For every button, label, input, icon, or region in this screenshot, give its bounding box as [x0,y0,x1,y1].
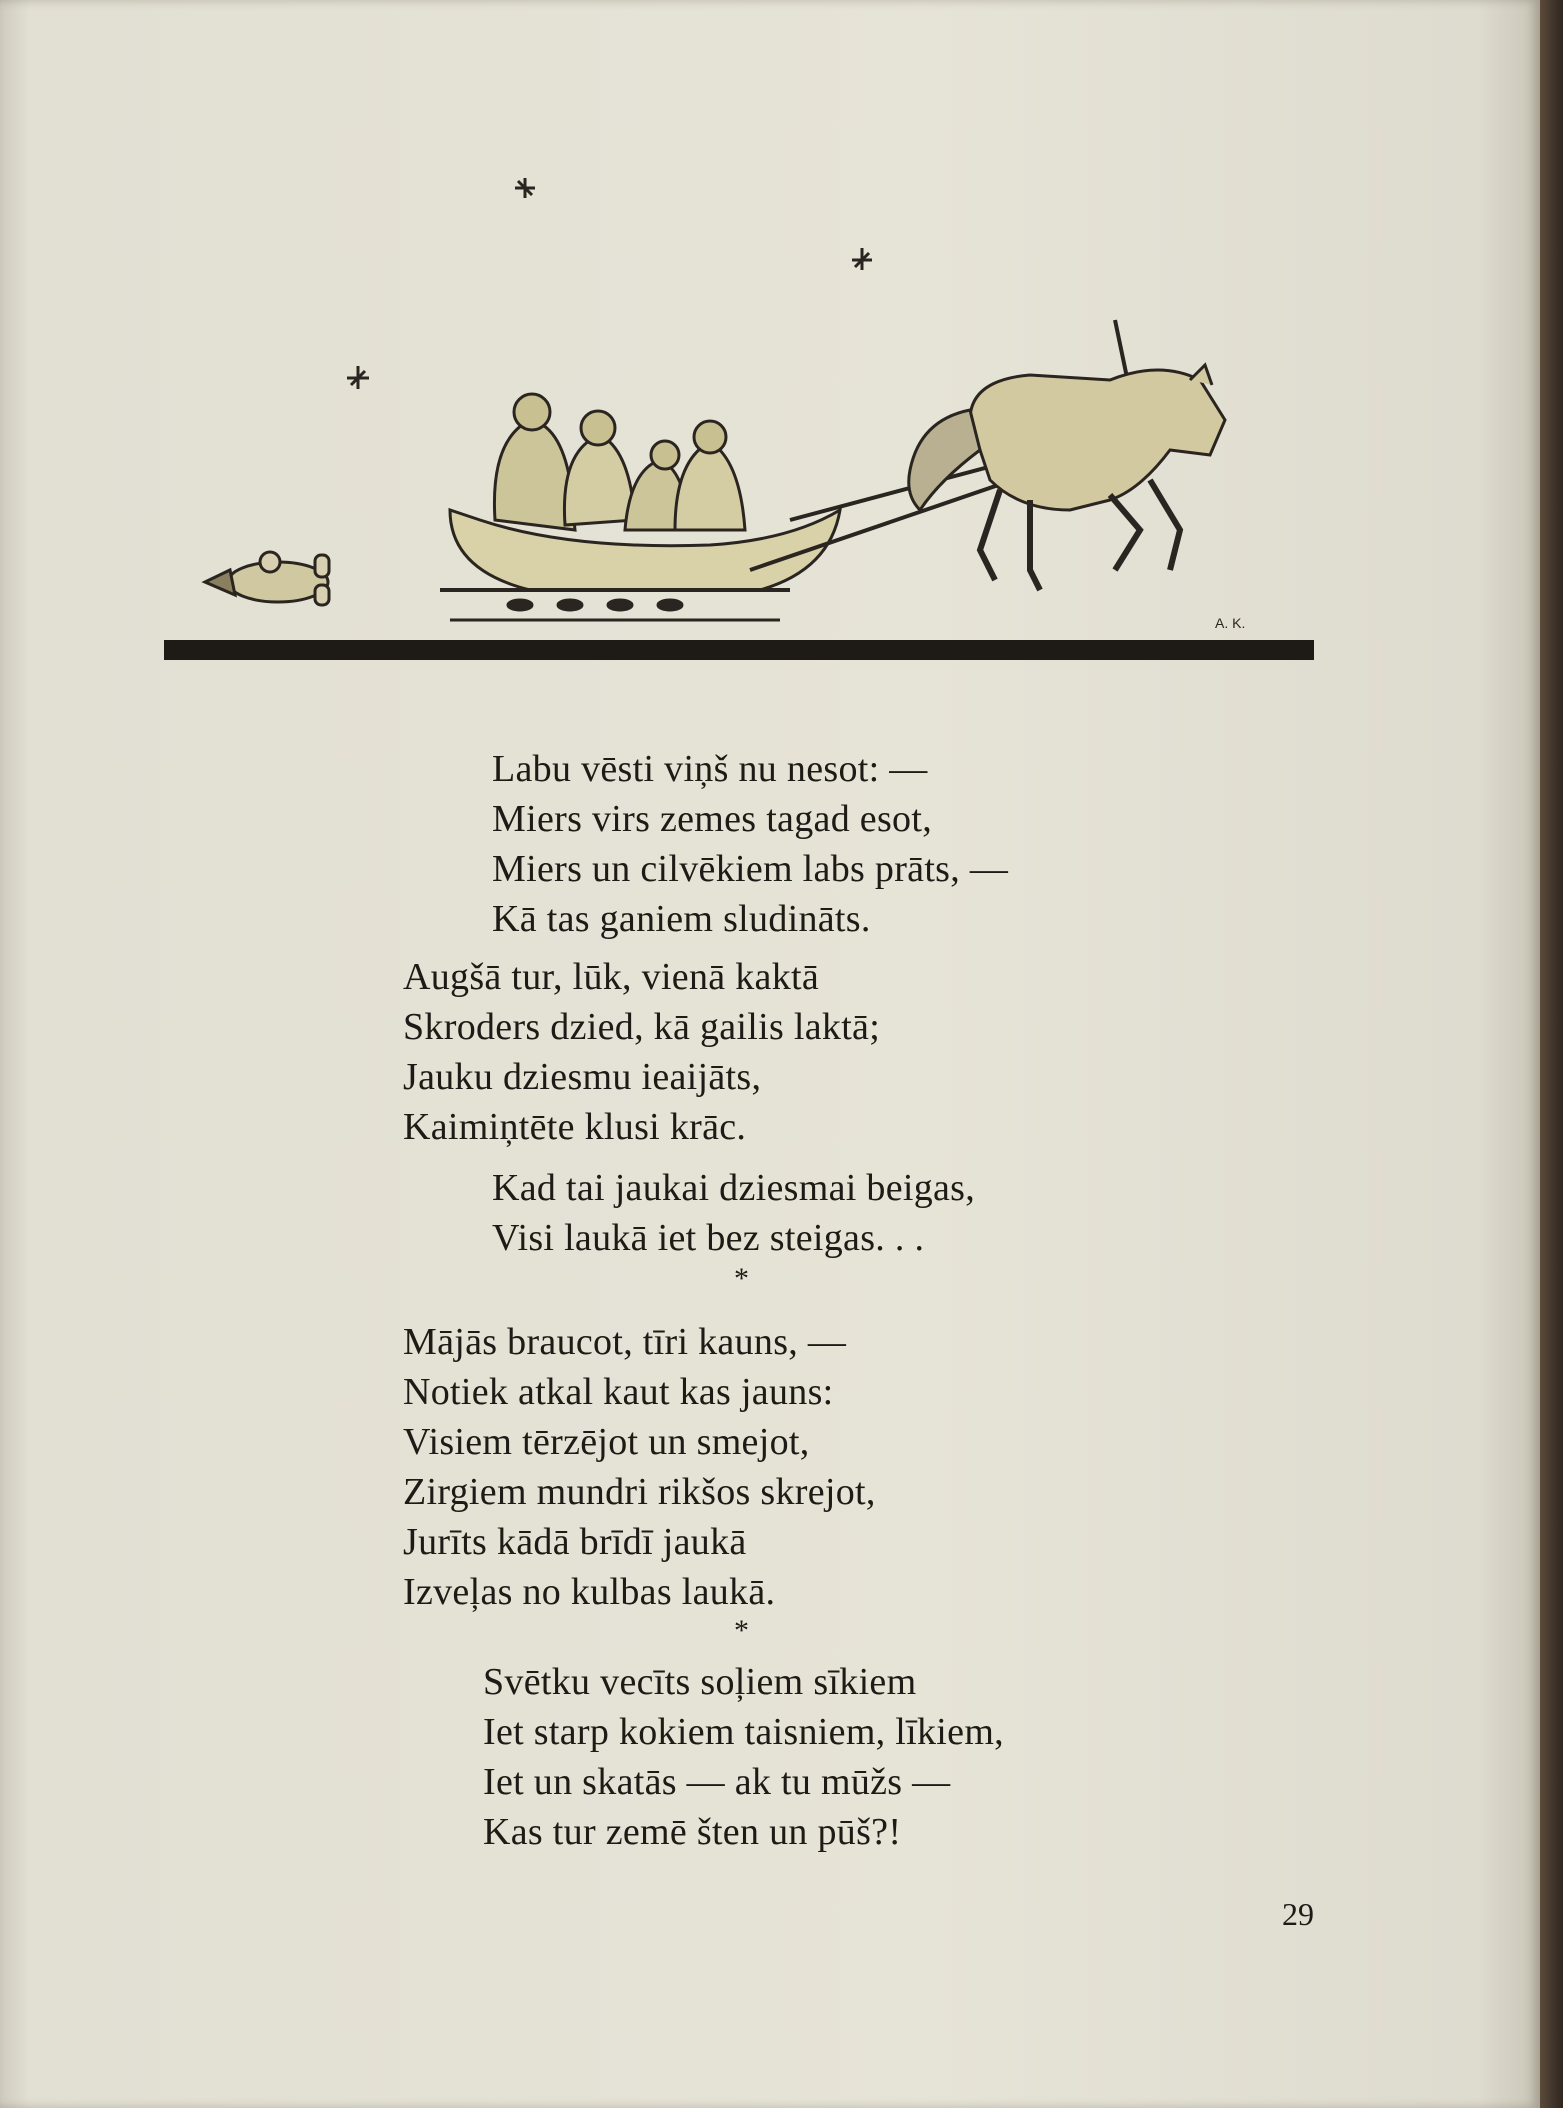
book-spine-edge [1540,0,1563,2108]
poem-line: Jurīts kādā brīdī jaukā [403,1521,747,1563]
poem-line: Kaimiņtēte klusi krāc. [403,1106,747,1148]
poem-line: Svētku vecīts soļiem sīkiem [483,1661,917,1703]
poem-line: Kā tas ganiem sludināts. [492,898,871,940]
poem-line: Skroders dzied, kā gailis laktā; [403,1006,881,1048]
poem-line: Visi laukā iet bez steigas. . . [492,1217,925,1259]
poem-line: Labu vēsti viņš nu nesot: — [492,748,928,790]
poem-line: Kad tai jaukai dziesmai beigas, [492,1167,976,1209]
poem-line: Iet un skatās — ak tu mūžs — [483,1761,951,1803]
poem-line: Jauku dziesmu ieaijāts, [403,1056,762,1098]
poem-line: Mājās braucot, tīri kauns, — [403,1321,847,1363]
poem-line: Augšā tur, lūk, vienā kaktā [403,956,820,998]
stanza-separator: * [734,1614,749,1647]
poem-line: Miers un cilvēkiem labs prāts, — [492,848,1009,890]
poem-line: Notiek atkal kaut kas jauns: [403,1371,834,1413]
stanza-separator: * [734,1262,749,1295]
poem-line: Zirgiem mundri rikšos skrejot, [403,1471,876,1513]
poem-line: Kas tur zemē šten un pūš?! [483,1811,902,1853]
poem-line: Izveļas no kulbas laukā. [403,1571,776,1613]
poem-line: Visiem tērzējot un smejot, [403,1421,810,1463]
illustrator-signature: A. K. [1215,615,1246,631]
poem-line: Miers virs zemes tagad esot, [492,798,933,840]
poem-line: Iet starp kokiem taisniem, līkiem, [483,1711,1004,1753]
page-number: 29 [1282,1896,1314,1932]
